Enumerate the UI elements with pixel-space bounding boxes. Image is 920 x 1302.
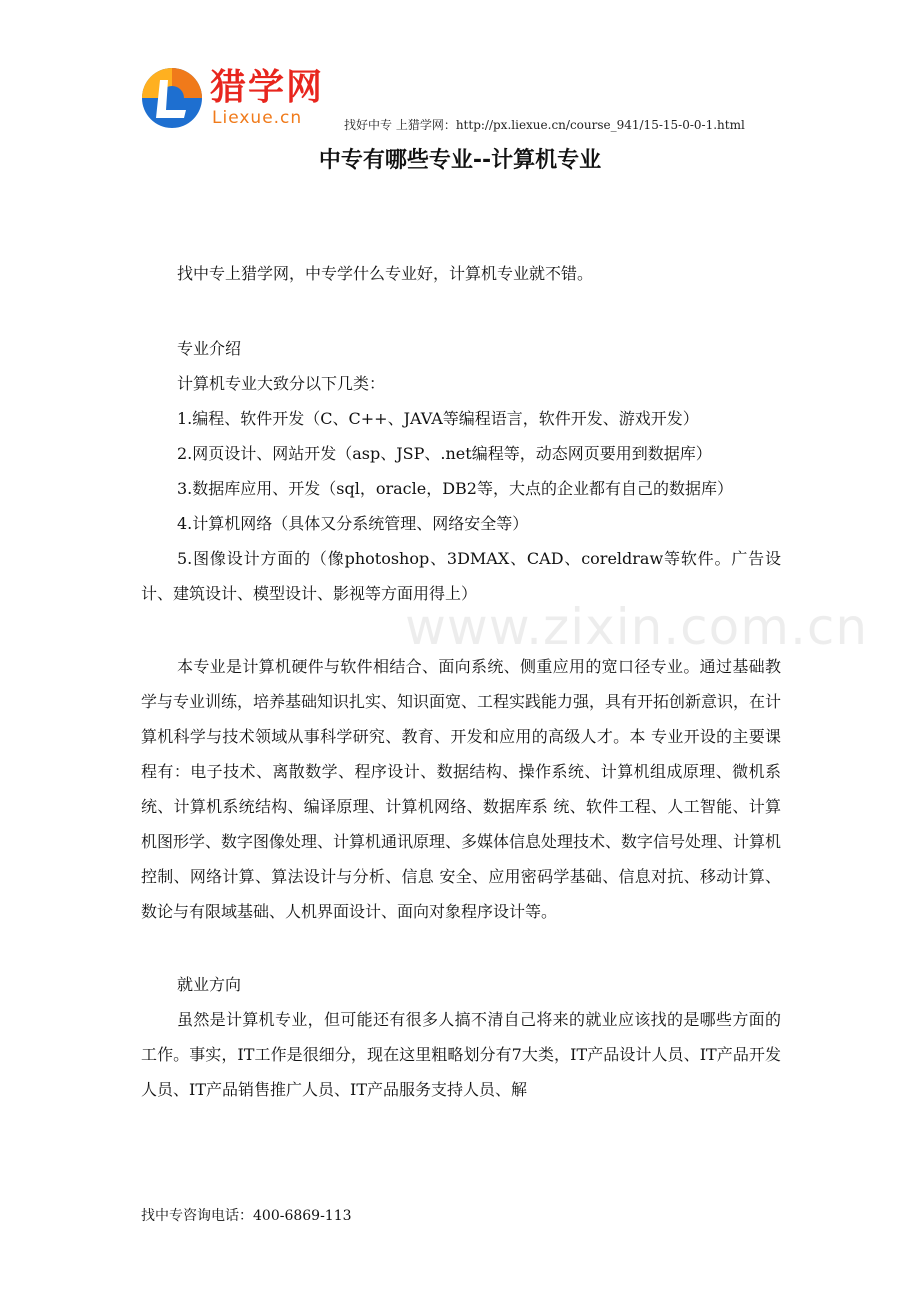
logo-chinese-text: 猎学网	[210, 67, 325, 108]
employment-paragraph: 虽然是计算机专业，但可能还有很多人搞不清自己将来的就业应该找的是哪些方面的工作。事实，IT工作是很细分，现在这里粗略划分有7大类，IT产品设计人员、IT产品开发人员、IT产品销售推广人员、IT产品服务支持人员、解	[141, 1010, 781, 1099]
section-heading-intro: 专业介绍	[177, 339, 242, 358]
section-heading-employment: 就业方向	[177, 975, 242, 994]
category-item: 2.网页设计、网站开发（asp、JSP、.net编程等，动态网页要用到数据库）	[177, 444, 712, 463]
logo-english-text: Liexue.cn	[212, 108, 303, 128]
category-item: 4.计算机网络（具体又分系统管理、网络安全等）	[177, 514, 529, 533]
category-item: 3.数据库应用、开发（sql，oracle，DB2等，大点的企业都有自己的数据库）	[177, 479, 733, 498]
intro-paragraph: 找中专上猎学网，中专学什么专业好，计算机专业就不错。	[177, 264, 594, 283]
header-course-link[interactable]: 找好中专 上猎学网：http://px.liexue.cn/course_941/15-15-0-0-1.html	[344, 118, 745, 132]
watermark: www.zixin.com.cn	[405, 598, 869, 656]
category-lead: 计算机专业大致分以下几类：	[177, 374, 386, 393]
page-header	[140, 64, 780, 136]
article-body	[141, 256, 781, 1107]
category-item: 1.编程、软件开发（C、C++、JAVA等编程语言，软件开发、游戏开发）	[177, 409, 699, 428]
liexue-logo-icon	[140, 66, 204, 130]
page-title: 中专有哪些专业--计算机专业	[318, 148, 602, 173]
category-item: 5.图像设计方面的（像photoshop、3DMAX、CAD、coreldraw等软件。广告设计、建筑设计、模型设计、影视等方面用得上）	[141, 549, 781, 603]
footer-phone: 找中专咨询电话：400-6869-113	[141, 1208, 352, 1224]
major-description-paragraph: 本专业是计算机硬件与软件相结合、面向系统、侧重应用的宽口径专业。通过基础教学与专业训练，培养基础知识扎实、知识面宽、工程实践能力强，具有开拓创新意识，在计算机科学与技术领域从事科学研究、教育、开发和应用的高级人才。本 专业开设的主要课程有：电子技术、离散数学、程序设计、数据结构、操作系统、计算机组成原理、微机系统、计算机系统结构、编译原理、计算机网络、数据库系 统、软件工程、人工智能、计算机图形学、数字图像处理、计算机通讯原理、多媒体信息处理技术、数字信号处理、计算机控制、网络计算、算法设计与分析、信息 安全、应用密码学基础、信息对抗、移动计算、数论与有限域基础、人机界面设计、面向对象程序设计等。	[141, 657, 782, 921]
